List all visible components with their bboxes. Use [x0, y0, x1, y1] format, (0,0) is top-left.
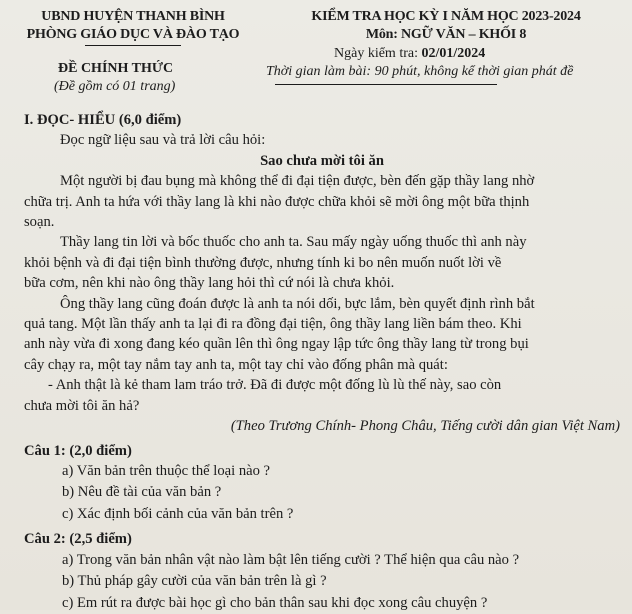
- question-1-title: Câu 1: (2,0 điểm): [24, 442, 132, 459]
- exam-date-label: Ngày kiểm tra:: [334, 46, 422, 61]
- reading-section: [24, 110, 620, 614]
- section-title: I. ĐỌC- HIỂU (6,0 điểm): [24, 112, 182, 128]
- story-paragraph-3: [24, 294, 620, 376]
- text-line: anh này vừa đi xong đang kéo quần lên thì ông ngay lập tức ông thầy lang từ trong bụi: [24, 336, 529, 353]
- text-line: Một người bị đau bụng mà không thể đi đại tiện được, bèn đến gặp thầy lang nhờ: [60, 173, 535, 190]
- question-2-item-b: b) Thủ pháp gây cười của văn bản trên là gì ?: [62, 573, 327, 590]
- story-paragraph-1: [24, 171, 620, 232]
- exam-date-value: 02/01/2024: [421, 46, 486, 61]
- org-underline: [85, 45, 181, 46]
- text-line: Thầy lang tin lời và bốc thuốc cho anh ta. Sau mấy ngày uống thuốc thì anh này: [60, 234, 527, 251]
- story-source: (Theo Trương Chính- Phong Châu, Tiếng cười dân gian Việt Nam): [230, 418, 620, 435]
- text-line: chưa mời tôi ăn hả?: [24, 397, 140, 414]
- exam-subject: Môn: NGỮ VĂN – KHỐI 8: [365, 27, 527, 42]
- text-line: Ông thầy lang cũng đoán được là anh ta nói dối, bực lắm, bèn quyết định rình bắt: [60, 295, 535, 312]
- story-title: Sao chưa mời tôi ăn: [260, 152, 384, 169]
- official-label: ĐỀ CHÍNH THỨC: [58, 61, 174, 76]
- text-line: bữa cơm, nên khi nào ông thầy lang hỏi thì cứ nói là chưa khỏi.: [24, 275, 395, 292]
- exam-duration: Thời gian làm bài: 90 phút, không kể thời gian phát đề: [266, 64, 574, 79]
- question-2-item-a: a) Trong văn bản nhân vật nào làm bật lên tiếng cười ? Thể hiện qua câu nào ?: [62, 551, 520, 568]
- org-header: [8, 8, 258, 46]
- question-2-title: Câu 2: (2,5 điểm): [24, 531, 132, 548]
- pages-note: (Đề gồm có 01 trang): [54, 79, 176, 94]
- question-1-item-b: b) Nêu đề tài của văn bản ?: [62, 484, 222, 501]
- text-line: soạn.: [24, 214, 55, 231]
- question-2-item-c: c) Em rút ra được bài học gì cho bản thân sau khi đọc xong câu chuyện ?: [62, 594, 488, 611]
- instruction: Đọc ngữ liệu sau và trả lời câu hỏi:: [60, 132, 266, 149]
- exam-date: [334, 46, 485, 62]
- exam-header: [262, 8, 630, 44]
- text-line: quả tang. Một lần thấy anh ta lại đi ra đồng đại tiện, ông thầy lang liền bám theo. Khi: [24, 316, 522, 333]
- duration-underline: [275, 84, 497, 85]
- text-line: khỏi bệnh và đi đại tiện bình thường được, nhưng tính ki bo nên muốn nuốt lời về: [24, 254, 502, 271]
- story-paragraph-2: [24, 232, 620, 293]
- text-line: - Anh thật là kẻ tham lam tráo trở. Đã đi được một đống lù lù thế này, sao còn: [48, 377, 502, 394]
- question-1-item-a: a) Văn bản trên thuộc thể loại nào ?: [62, 462, 271, 479]
- text-line: cây chạy ra, một tay nắm tay anh ta, một tay chỉ vào đống phân mà quát:: [24, 356, 448, 373]
- story-paragraph-4: [24, 375, 620, 416]
- org-line-2: PHÒNG GIÁO DỤC VÀ ĐÀO TẠO: [26, 27, 240, 42]
- exam-title: KIỂM TRA HỌC KỲ I NĂM HỌC 2023-2024: [311, 9, 581, 24]
- org-line-1: UBND HUYỆN THANH BÌNH: [41, 9, 225, 24]
- text-line: chữa trị. Anh ta hứa với thầy lang là khi nào được chữa khỏi sẽ mời ông một bữa thịnh: [24, 193, 530, 210]
- question-1-item-c: c) Xác định bối cảnh của văn bản trên ?: [62, 505, 294, 522]
